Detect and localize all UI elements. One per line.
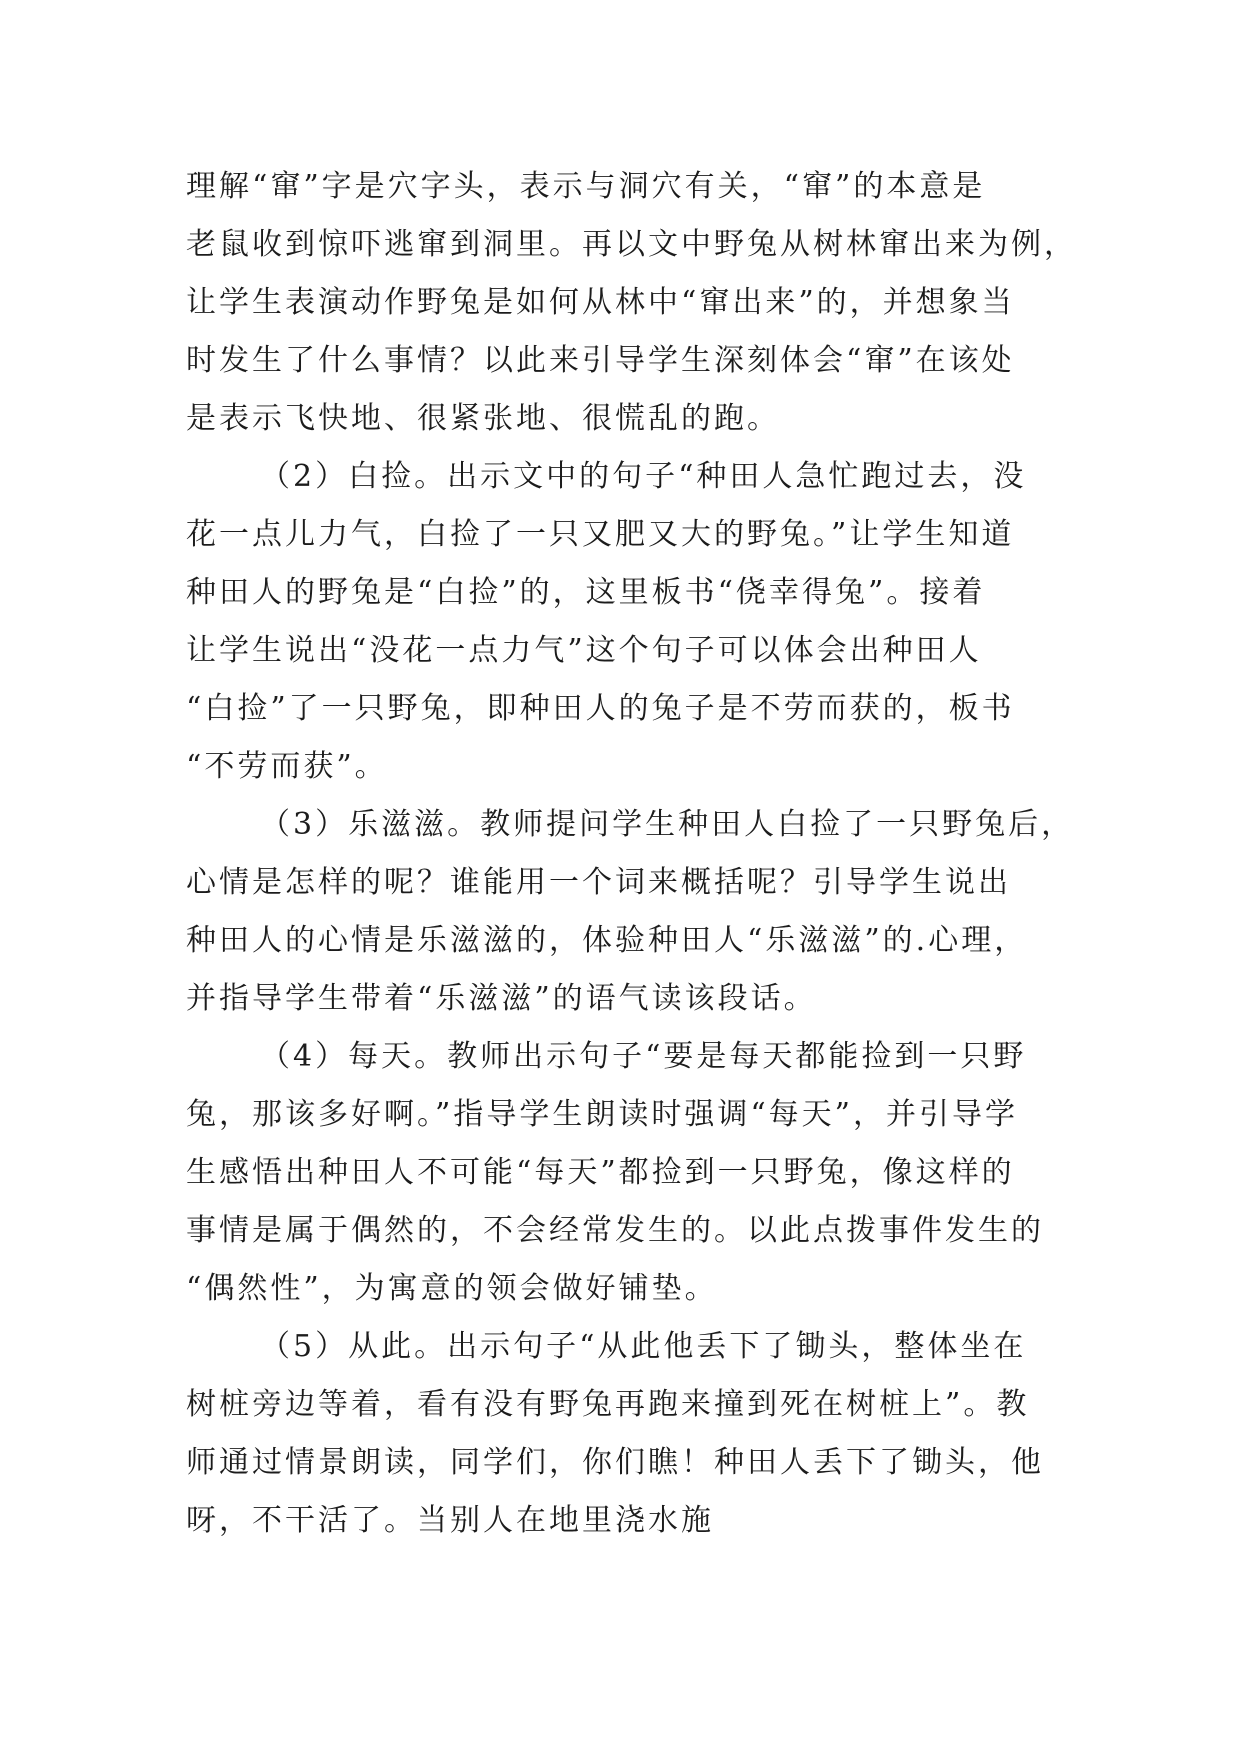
text-line: 心情是怎样的呢？谁能用一个词来概括呢？引导学生说出 <box>186 865 1011 900</box>
text-line: 理解“窜”字是穴字头，表示与洞穴有关，“窜”的本意是 <box>186 169 986 204</box>
text-line: 花一点儿力气，白捡了一只又肥又大的野兔。”让学生知道 <box>186 517 1015 552</box>
text-line: “偶然性”，为寓意的领会做好铺垫。 <box>186 1271 718 1306</box>
text-line: 生感悟出种田人不可能“每天”都捡到一只野兔，像这样的 <box>186 1155 1015 1190</box>
text-line: 兔，那该多好啊。”指导学生朗读时强调“每天”，并引导学 <box>186 1097 1019 1132</box>
paragraph-start-line: （4）每天。教师出示句子“要是每天都能捡到一只野 <box>260 1039 1027 1074</box>
text-line: 呀，不干活了。当别人在地里浇水施 <box>186 1503 714 1538</box>
text-line: 让学生表演动作野兔是如何从林中“窜出来”的，并想象当 <box>186 285 1015 320</box>
text-line: 是表示飞快地、很紧张地、很慌乱的跑。 <box>186 401 780 436</box>
text-line: 事情是属于偶然的，不会经常发生的。以此点拨事件发生的 <box>186 1213 1044 1248</box>
text-line: 时发生了什么事情？以此来引导学生深刻体会“窜”在该处 <box>186 343 1015 378</box>
text-line: 并指导学生带着“乐滋滋”的语气读该段话。 <box>186 981 817 1016</box>
text-line: 老鼠收到惊吓逃窜到洞里。再以文中野兔从树林窜出来为例， <box>186 227 1077 262</box>
paragraph-start-line: （5）从此。出示句子“从此他丢下了锄头，整体坐在 <box>260 1329 1027 1364</box>
text-line: “不劳而获”。 <box>186 749 388 784</box>
text-line: 种田人的心情是乐滋滋的，体验种田人“乐滋滋”的.心理， <box>186 923 1028 958</box>
paragraph-start-line: （2）白捡。出示文中的句子“种田人急忙跑过去，没 <box>260 459 1027 494</box>
text-line: 种田人的野兔是“白捡”的，这里板书“侥幸得兔”。接着 <box>186 575 986 610</box>
text-line: 师通过情景朗读，同学们，你们瞧！种田人丢下了锄头，他 <box>186 1445 1044 1480</box>
text-line: “白捡”了一只野兔，即种田人的兔子是不劳而获的，板书 <box>186 691 1015 726</box>
text-line: 树桩旁边等着，看有没有野兔再跑来撞到死在树桩上”。教 <box>186 1387 1030 1422</box>
text-line: 让学生说出“没花一点力气”这个句子可以体会出种田人 <box>186 633 982 668</box>
body-text <box>186 158 1086 1550</box>
paragraph-start-line: （3）乐滋滋。教师提问学生种田人白捡了一只野兔后， <box>260 807 1075 842</box>
